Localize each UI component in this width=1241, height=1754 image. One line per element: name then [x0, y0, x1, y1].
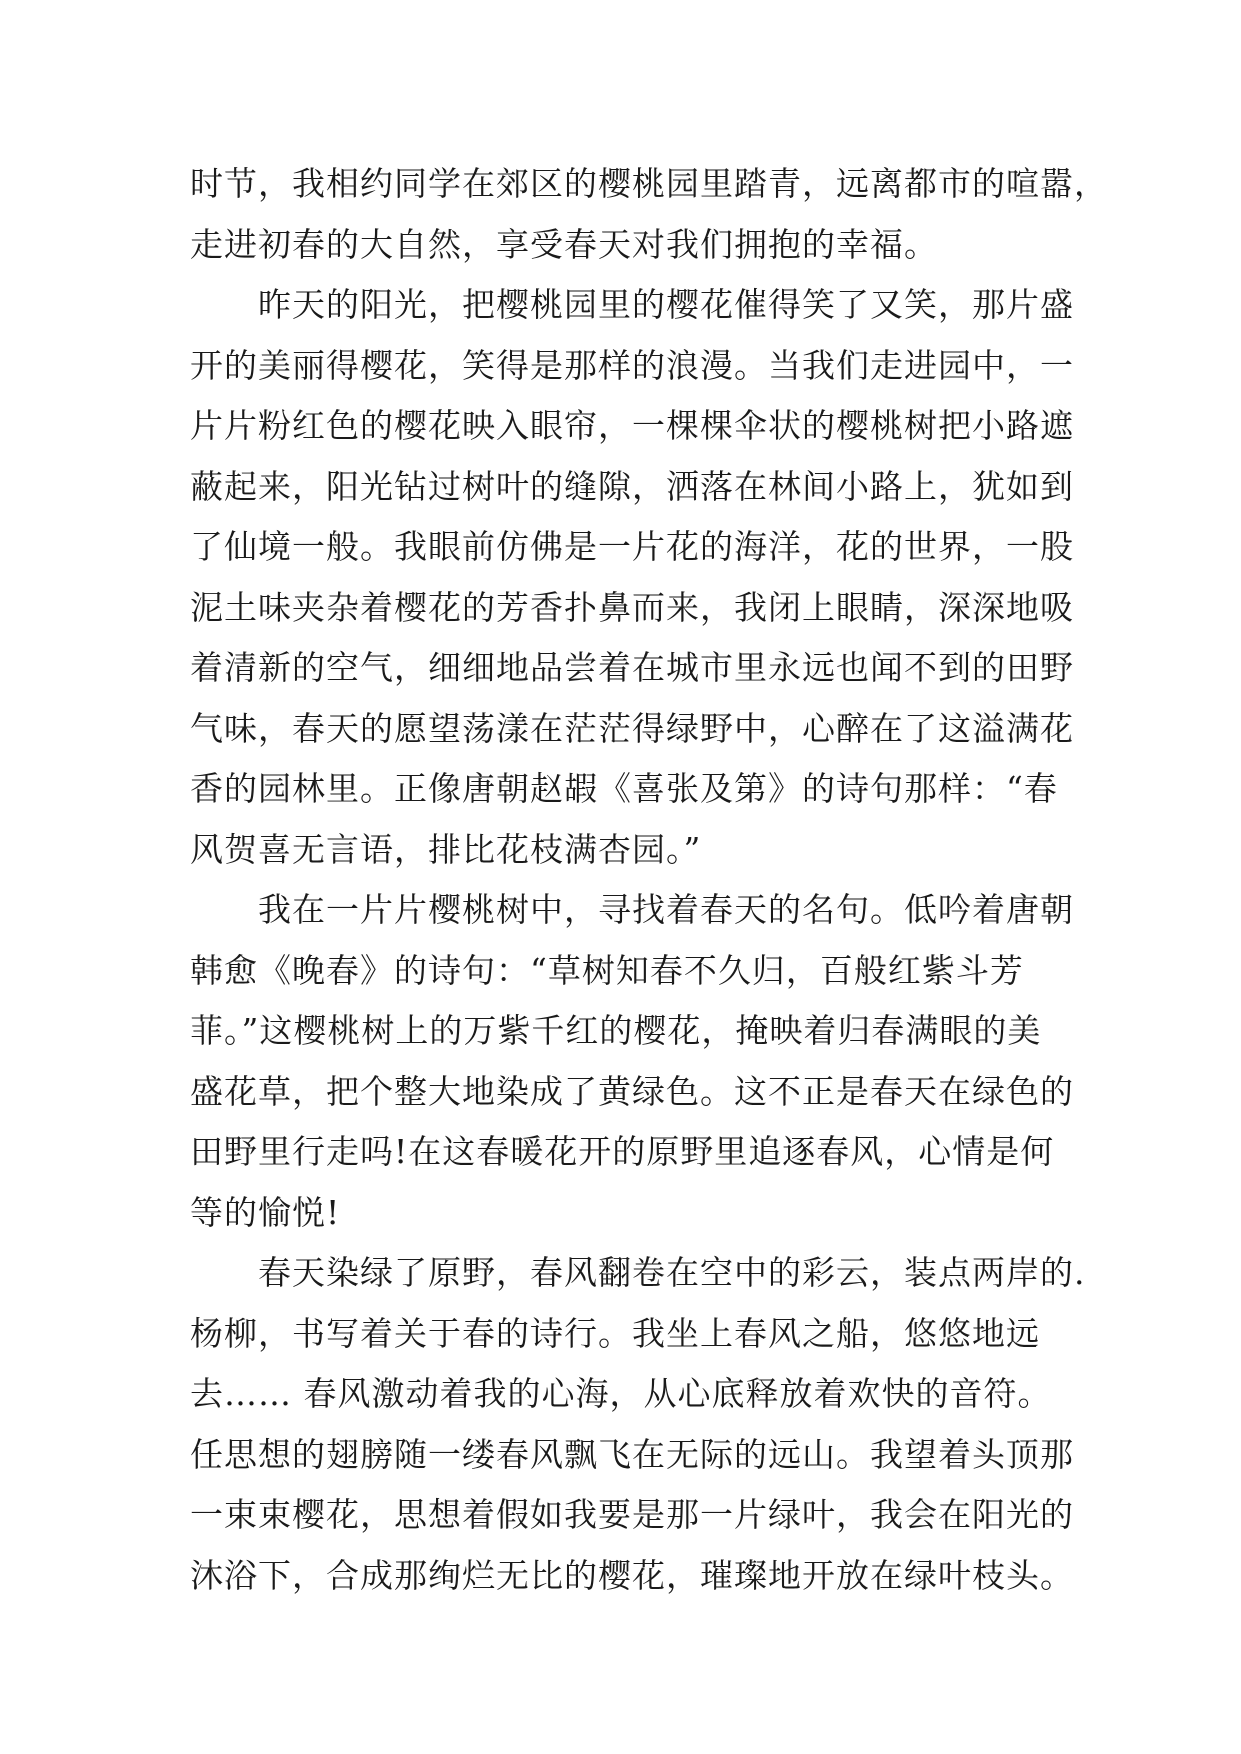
text-line: 春天染绿了原野，春风翻卷在空中的彩云，装点两岸的. [258, 1253, 1086, 1292]
text-line: 开的美丽得樱花，笑得是那样的浪漫。当我们走进园中，一 [190, 345, 1074, 385]
text-line: 气味，春天的愿望荡漾在茫茫得绿野中，心醉在了这溢满花 [190, 708, 1074, 748]
text-line: 香的园林里。正像唐朝赵嘏《喜张及第》的诗句那样：“春 [190, 769, 1058, 808]
text-line: 韩愈《晚春》的诗句：“草树知春不久归，百般红紫斗芳 [190, 950, 1024, 990]
essay-body [190, 154, 1108, 1606]
text-line: 蔽起来，阳光钻过树叶的缝隙，洒落在林间小路上，犹如到 [190, 466, 1074, 506]
text-line: 了仙境一般。我眼前仿佛是一片花的海洋，花的世界，一股 [190, 527, 1074, 566]
text-line: 等的愉悦! [190, 1192, 341, 1232]
text-line: 盛花草，把个整大地染成了黄绿色。这不正是春天在绿色的 [190, 1071, 1074, 1111]
text-line: 我在一片片樱桃树中，寻找着春天的名句。低吟着唐朝 [258, 890, 1074, 929]
text-line: 走进初春的大自然，享受春天对我们拥抱的幸福。 [190, 224, 938, 264]
text-line: 去…… 春风激动着我的心海，从心底释放着欢快的音符。 [190, 1374, 1052, 1413]
text-line: 任思想的翅膀随一缕春风飘飞在无际的远山。我望着头顶那 [190, 1434, 1074, 1474]
text-line: 昨天的阳光，把樱桃园里的樱花催得笑了又笑，那片盛 [258, 285, 1074, 324]
text-line: 泥土味夹杂着樱花的芳香扑鼻而来，我闭上眼睛，深深地吸 [190, 587, 1074, 627]
text-line: 沐浴下，合成那绚烂无比的樱花，璀璨地开放在绿叶枝头。 [190, 1555, 1074, 1595]
text-line: 一束束樱花，思想着假如我要是那一片绿叶，我会在阳光的 [190, 1495, 1074, 1534]
text-line: 田野里行走吗!在这春暖花开的原野里追逐春风，心情是何 [190, 1132, 1055, 1171]
text-line: 时节，我相约同学在郊区的樱桃园里踏青，远离都市的喧嚣， [190, 164, 1108, 203]
text-line: 风贺喜无言语，排比花枝满杏园。” [190, 829, 702, 869]
text-line: 杨柳，书写着关于春的诗行。我坐上春风之船，悠悠地远 [190, 1313, 1040, 1353]
text-line: 菲。”这樱桃树上的万紫千红的樱花，掩映着归春满眼的美 [190, 1011, 1042, 1050]
text-line: 片片粉红色的樱花映入眼帘，一棵棵伞状的樱桃树把小路遮 [190, 406, 1074, 445]
text-line: 着清新的空气，细细地品尝着在城市里永远也闻不到的田野 [190, 648, 1074, 687]
